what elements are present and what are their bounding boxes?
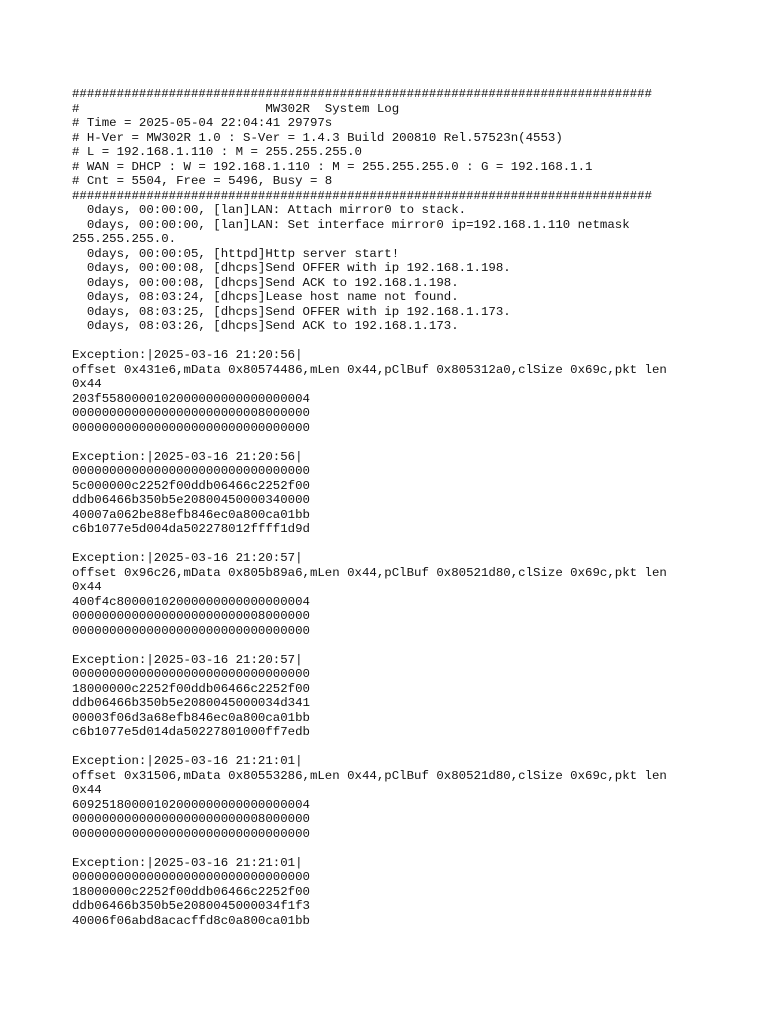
log-line: 0x44	[72, 783, 102, 797]
log-line: 0days, 00:00:00, [lan]LAN: Attach mirror0 to stack.	[72, 203, 467, 217]
log-line: 5c000000c2252f00ddb06466c2252f00	[72, 478, 310, 493]
log-line: 0x44	[72, 377, 102, 391]
log-line: 60925180000102000000000000000004	[72, 797, 310, 812]
log-line: # MW302R System Log	[72, 101, 400, 116]
log-line: 18000000c2252f00ddb06466c2252f00	[72, 884, 310, 899]
log-line: offset 0x96c26,mData 0x805b89a6,mLen 0x44,pClBuf 0x80521d80,clSize 0x69c,pkt len	[72, 565, 667, 580]
log-line	[72, 638, 762, 653]
log-line: 0days, 00:00:00, [lan]LAN: Set interface mirror0 ip=192.168.1.110 netmask	[72, 217, 630, 232]
log-line: # L = 192.168.1.110 : M = 255.255.255.0	[72, 145, 362, 159]
log-line: 00000000000000000000000000000000	[72, 826, 310, 841]
log-line: 00000000000000000000000008000000	[72, 812, 310, 826]
log-line	[72, 435, 762, 450]
log-line: 0days, 08:03:25, [dhcps]Send OFFER with ip 192.168.1.173.	[72, 304, 511, 319]
log-line: 0x44	[72, 580, 102, 594]
log-line: 00000000000000000000000000000000	[72, 870, 310, 884]
log-line: 255.255.255.0.	[72, 232, 177, 246]
log-line: c6b1077e5d014da50227801000ff7edb	[72, 725, 310, 739]
log-line: ##############################################################################	[72, 87, 652, 101]
log-line: 00000000000000000000000008000000	[72, 406, 310, 420]
log-line: Exception:|2025-03-16 21:20:57|	[72, 652, 303, 667]
log-line: Exception:|2025-03-16 21:21:01|	[72, 855, 303, 870]
log-line: # WAN = DHCP : W = 192.168.1.110 : M = 255.255.255.0 : G = 192.168.1.1	[72, 159, 593, 174]
log-line: 40007a062be88efb846ec0a800ca01bb	[72, 507, 310, 522]
log-line: 0days, 00:00:08, [dhcps]Send OFFER with ip 192.168.1.198.	[72, 261, 511, 275]
log-line: ddb06466b350b5e20800450000340000	[72, 493, 310, 507]
log-line: 00000000000000000000000000000000	[72, 667, 310, 681]
log-line: 400f4c80000102000000000000000004	[72, 594, 310, 609]
log-line: ddb06466b350b5e2080045000034f1f3	[72, 899, 310, 913]
log-line: 00000000000000000000000000000000	[72, 464, 310, 478]
log-line	[72, 537, 762, 552]
log-line: 40006f06abd8acacffd8c0a800ca01bb	[72, 913, 310, 928]
log-line: 0days, 08:03:24, [dhcps]Lease host name not found.	[72, 290, 459, 304]
log-line: 0days, 08:03:26, [dhcps]Send ACK to 192.168.1.173.	[72, 319, 459, 333]
log-line	[72, 334, 762, 349]
log-line: # Cnt = 5504, Free = 5496, Busy = 8	[72, 174, 333, 188]
log-line: 0days, 00:00:08, [dhcps]Send ACK to 192.168.1.198.	[72, 275, 459, 290]
log-line: ddb06466b350b5e2080045000034d341	[72, 696, 310, 710]
log-line: # H-Ver = MW302R 1.0 : S-Ver = 1.4.3 Build 200810 Rel.57523n(4553)	[72, 130, 563, 145]
log-line	[72, 740, 762, 755]
log-line: 203f5580000102000000000000000004	[72, 391, 310, 406]
log-line: 18000000c2252f00ddb06466c2252f00	[72, 681, 310, 696]
log-line: Exception:|2025-03-16 21:20:56|	[72, 348, 303, 362]
log-line: Exception:|2025-03-16 21:20:56|	[72, 449, 303, 464]
log-line	[72, 841, 762, 856]
system-log-text	[72, 87, 762, 928]
log-line: offset 0x31506,mData 0x80553286,mLen 0x44,pClBuf 0x80521d80,clSize 0x69c,pkt len	[72, 768, 667, 783]
log-line: 00003f06d3a68efb846ec0a800ca01bb	[72, 710, 310, 725]
log-line: 00000000000000000000000000000000	[72, 623, 310, 638]
log-line: 00000000000000000000000008000000	[72, 609, 310, 623]
log-line: c6b1077e5d004da502278012ffff1d9d	[72, 522, 310, 536]
log-line: Exception:|2025-03-16 21:20:57|	[72, 551, 303, 565]
log-line: # Time = 2025-05-04 22:04:41 29797s	[72, 116, 333, 130]
log-line: offset 0x431e6,mData 0x80574486,mLen 0x44,pClBuf 0x805312a0,clSize 0x69c,pkt len	[72, 362, 667, 377]
log-line: 00000000000000000000000000000000	[72, 420, 310, 435]
log-line: 0days, 00:00:05, [httpd]Http server start!	[72, 246, 400, 261]
log-line: ##############################################################################	[72, 188, 652, 203]
log-line: Exception:|2025-03-16 21:21:01|	[72, 754, 303, 768]
